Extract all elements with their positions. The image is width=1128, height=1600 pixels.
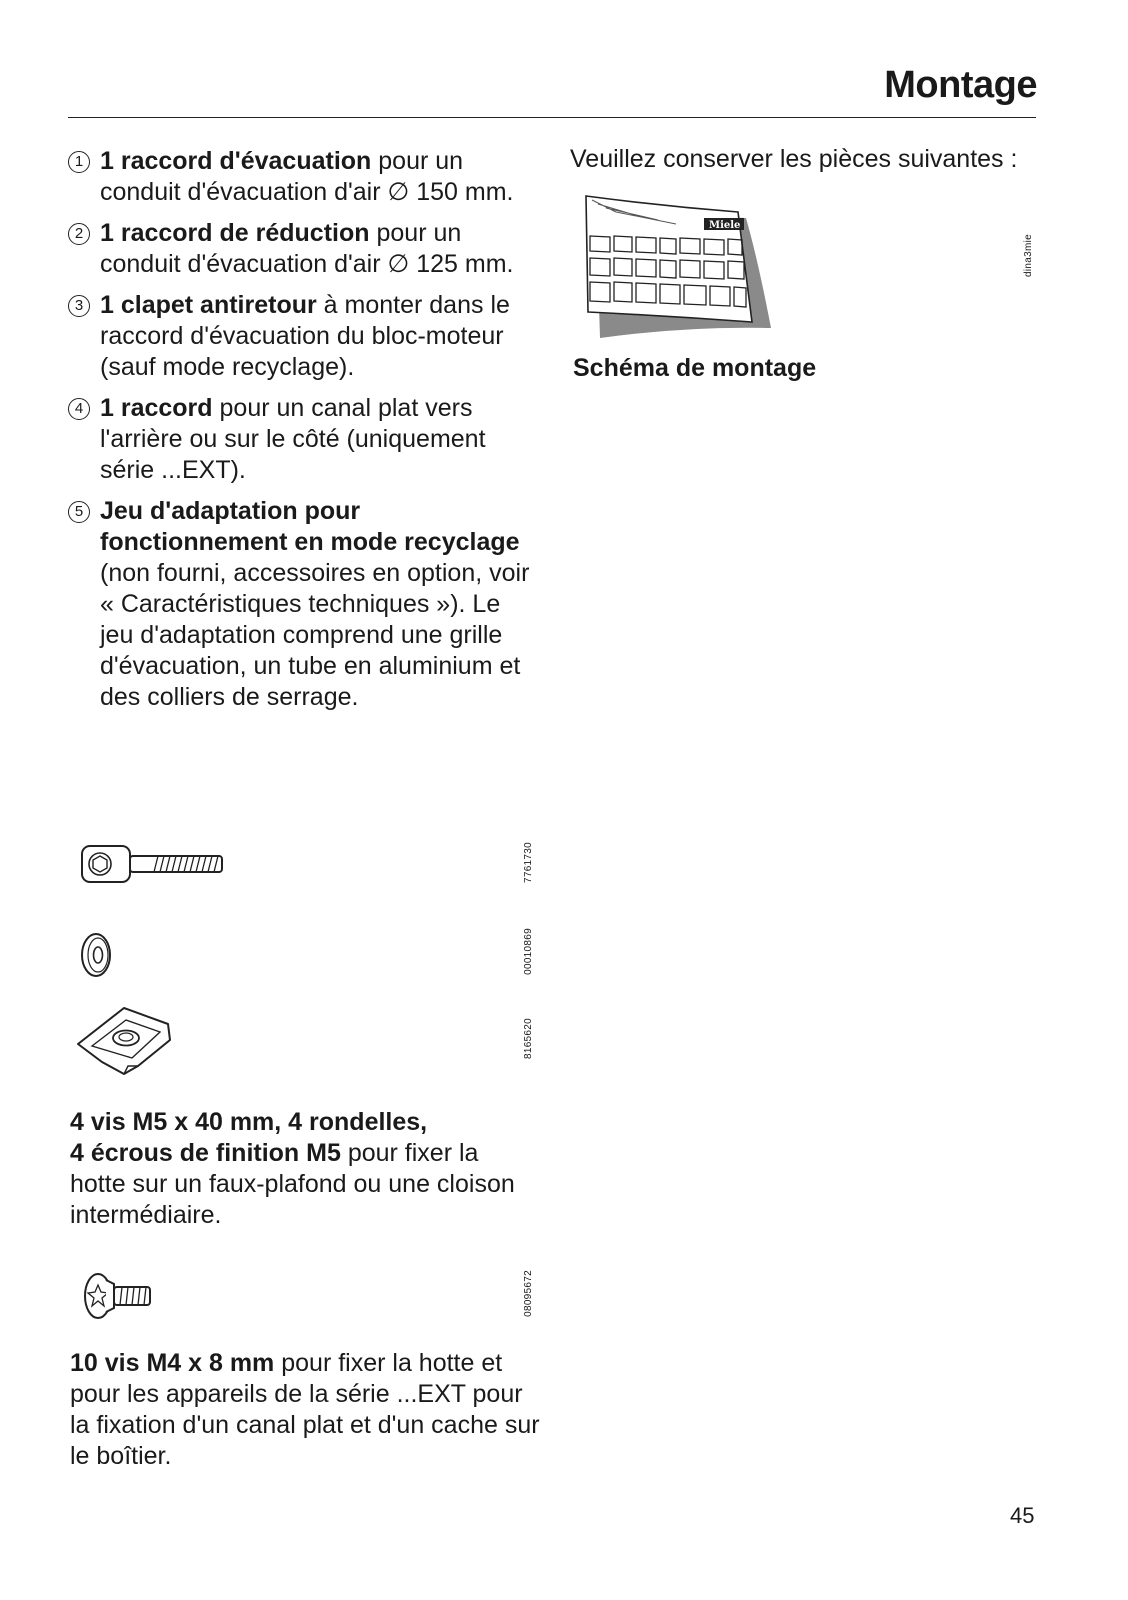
list-item bbox=[68, 290, 538, 383]
image-code: dina3mie bbox=[1023, 234, 1034, 277]
item-number: 2 bbox=[68, 223, 90, 245]
page-title: Montage bbox=[884, 64, 1037, 106]
part-code: 8165620 bbox=[523, 1018, 534, 1060]
installation-diagram-title: Schéma de montage bbox=[573, 354, 817, 382]
bold-text: 4 écrous de finition M5 bbox=[70, 1139, 341, 1167]
installation-diagram-booklet-icon bbox=[576, 190, 776, 340]
item-bold-text: Jeu d'adaptation pour fonctionnement en mode recyclage bbox=[100, 497, 520, 556]
paragraph-text: pour fixer la hotte et pour les appareils de la série ...EXT pour la fixation d'un canal plat et d'un cache sur le boîtier. bbox=[70, 1349, 540, 1470]
header-rule bbox=[68, 117, 1036, 118]
part-code: 08095672 bbox=[523, 1270, 534, 1317]
item-number: 4 bbox=[68, 398, 90, 420]
item-text: (non fourni, accessoires en option, voir « Caractéristiques techniques »). Le jeu d'adaptation comprend une grille d'évacuation, un tube en aluminium et des colliers de serrage. bbox=[100, 559, 530, 711]
item-text: pour un canal plat vers l'arrière ou sur le côté (uniquement série ...EXT). bbox=[100, 394, 486, 484]
part-code: 00010869 bbox=[523, 928, 534, 975]
page-number: 45 bbox=[1010, 1503, 1035, 1528]
list-item bbox=[68, 218, 538, 280]
item-text: pour un conduit d'évacuation d'air ∅ 125 mm. bbox=[100, 219, 514, 278]
parts-list bbox=[68, 146, 538, 723]
paragraph-m4-screws bbox=[70, 1348, 540, 1472]
paragraph-text: pour fixer la hotte sur un faux-plafond ou une cloison intermédiaire. bbox=[70, 1139, 515, 1229]
item-number: 3 bbox=[68, 295, 90, 317]
clip-nut-icon bbox=[72, 1000, 182, 1080]
fasteners-illustration bbox=[68, 836, 548, 1076]
bold-text: 4 vis M5 x 40 mm, 4 rondelles, bbox=[70, 1108, 428, 1136]
hex-screw-icon bbox=[78, 842, 238, 886]
item-number: 5 bbox=[68, 501, 90, 523]
item-text: à monter dans le raccord d'évacuation du bloc-moteur (sauf mode recyclage). bbox=[100, 291, 510, 381]
item-number: 1 bbox=[68, 151, 90, 173]
item-text: pour un conduit d'évacuation d'air ∅ 150 mm. bbox=[100, 147, 514, 206]
torx-screw-icon bbox=[80, 1268, 160, 1324]
washer-icon bbox=[74, 930, 118, 980]
item-bold-text: 1 raccord d'évacuation bbox=[100, 147, 372, 175]
part-code: 7761730 bbox=[523, 842, 534, 884]
item-bold-text: 1 raccord bbox=[100, 394, 213, 422]
item-bold-text: 1 raccord de réduction bbox=[100, 219, 370, 247]
brand-label: Miele bbox=[709, 220, 741, 231]
bold-text: 10 vis M4 x 8 mm bbox=[70, 1349, 275, 1377]
list-item bbox=[68, 146, 538, 208]
paragraph-m5-screws bbox=[70, 1107, 540, 1231]
list-item bbox=[68, 393, 538, 486]
item-bold-text: 1 clapet antiretour bbox=[100, 291, 317, 319]
list-item bbox=[68, 496, 538, 713]
keep-parts-intro: Veuillez conserver les pièces suivantes : bbox=[570, 145, 1018, 173]
